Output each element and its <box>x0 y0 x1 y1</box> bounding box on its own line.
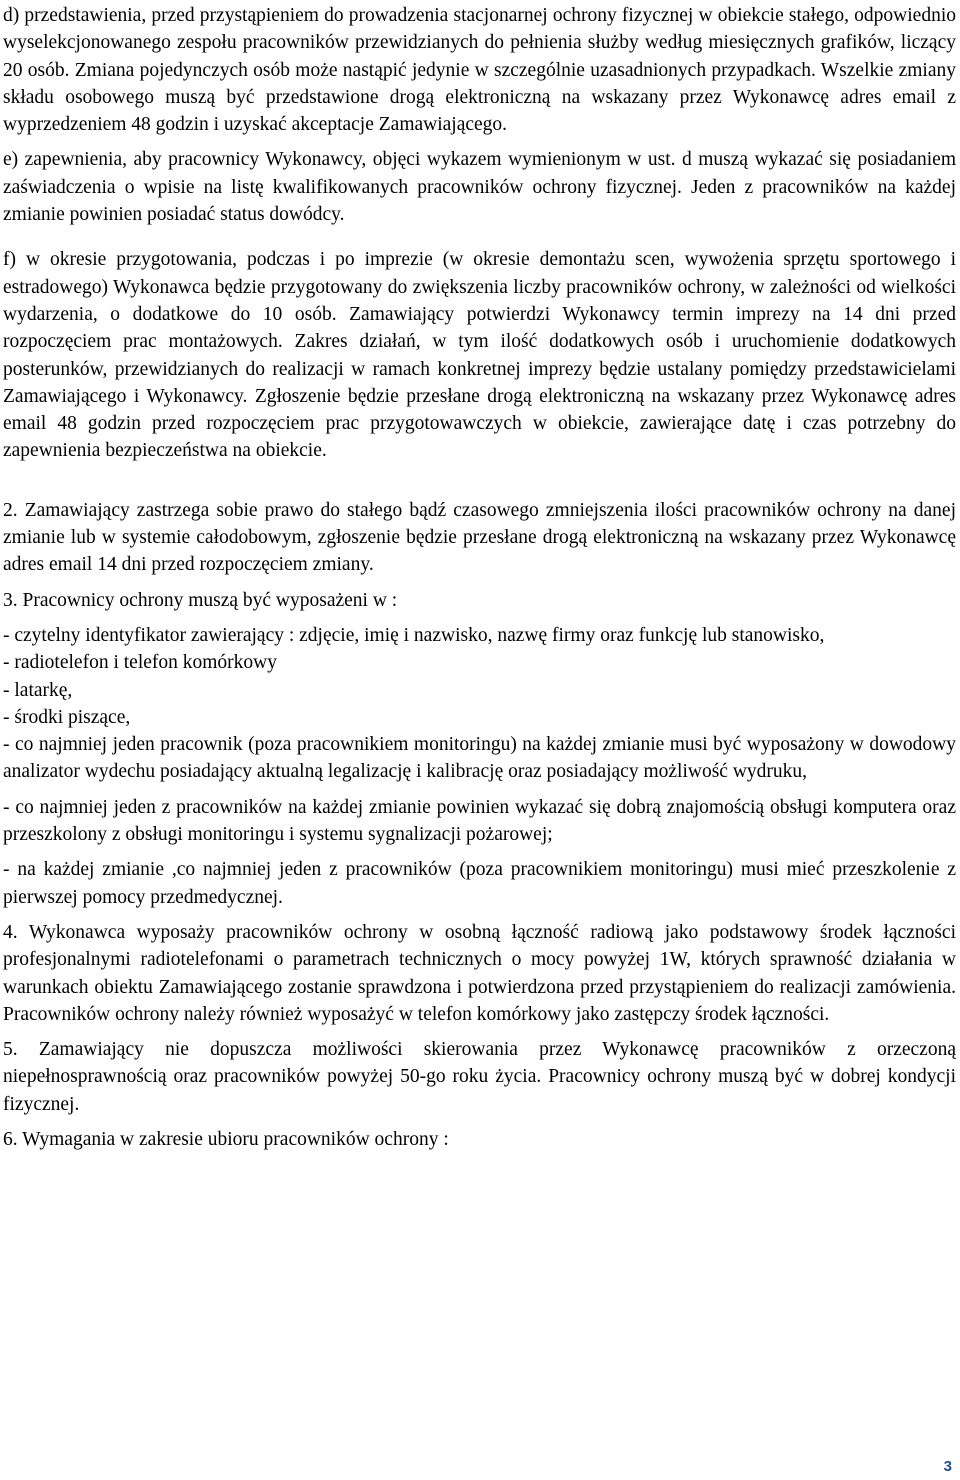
section-2: 2. Zamawiający zastrzega sobie prawo do stałego bądź czasowego zmniejszenia ilości pracowników ochrony na danej zmianie lub w systemie całodobowym, zgłoszenie będzie przesłane drogą elektroniczną na wskazany przez Wykonawcę adres email 14 dni przed rozpoczęciem zmiany. <box>3 499 956 576</box>
section-6-heading: 6. Wymagania w zakresie ubioru pracowników ochrony : <box>3 1128 449 1150</box>
document-body <box>3 2 956 1153</box>
paragraph-e: e) zapewnienia, aby pracownicy Wykonawcy, objęci wykazem wymienionym w ust. d muszą wykazać się posiadaniem zaświadczenia o wpisie na listę kwalifikowanych pracowników ochrony fizycznej. Jeden z pracowników na każdej zmianie powinien posiadać status dowódcy. <box>3 149 956 226</box>
page-number: 3 <box>943 1458 952 1475</box>
equipment-item-identifier: - czytelny identyfikator zawierający : zdjęcie, imię i nazwisko, nazwę firmy oraz funkcję lub stanowisko, <box>3 624 825 646</box>
equipment-item-radio: - radiotelefon i telefon komórkowy <box>3 652 277 674</box>
section-4: 4. Wykonawca wyposaży pracowników ochrony w osobną łączność radiową jako podstawowy środek łączności profesjonalnymi radiotelefonami o parametrach technicznych o mocy powyżej 1W, których sprawność działania w warunkach obiektu Zamawiającego zostanie sprawdzona i potwierdzona przed przystąpieniem do realizacji zamówienia. Pracowników ochrony należy również wyposażyć w telefon komórkowy jako zastępczy środek łączności. <box>3 921 956 1025</box>
equipment-item-computer-skills: - co najmniej jeden z pracowników na każdej zmianie powinien wykazać się dobrą znajomością obsługi komputera oraz przeszkolony z obsługi monitoringu i systemu sygnalizacji pożarowej; <box>3 796 956 846</box>
paragraph-d: d) przedstawienia, przed przystąpieniem do prowadzenia stacjonarnej ochrony fizycznej w obiekcie stałego, odpowiednio wyselekcjonowanego zespołu pracowników przewidzianych do pełnienia służby według miesięcznych grafików, liczący 20 osób. Zmiana pojedynczych osób może nastąpić jedynie w szczególnie uzasadnionych przypadkach. Wszelkie zmiany składu osobowego muszą być przedstawione drogą elektroniczną na wskazany przez Wykonawcę adres email z wyprzedzeniem 48 godzin i uzyskać akceptacje Zamawiającego. <box>3 5 956 136</box>
paragraph-f: f) w okresie przygotowania, podczas i po imprezie (w okresie demontażu scen, wywożenia sprzętu sportowego i estradowego) Wykonawca będzie przygotowany do zwiększenia liczby pracowników ochrony, w zależności od wielkości wydarzenia, o dodatkowe do 10 osób. Zamawiający potwierdzi Wykonawcy termin imprezy na 14 dni przed rozpoczęciem prac montażowych. Zakres działań, w tym ilość dodatkowych osób i uruchomienie dodatkowych posterunków, przewidzianych do realizacji w ramach konkretnej imprezy będzie ustalany pomiędzy przedstawicielami Zamawiającego i Wykonawcy. Zgłoszenie będzie przesłane drogą elektroniczną na wskazany przez Wykonawcę adres email 48 godzin przed rozpoczęciem prac przygotowawczych w obiekcie, zawierające datę i czas potrzebny do zapewnienia bezpieczeństwa na obiekcie. <box>3 249 956 462</box>
equipment-item-pens: - środki piszące, <box>3 706 131 728</box>
equipment-item-first-aid: - na każdej zmianie ,co najmniej jeden z pracowników (poza pracownikiem monitoringu) musi mieć przeszkolenie z pierwszej pomocy przedmedycznej. <box>3 859 956 908</box>
equipment-item-breathalyzer: - co najmniej jeden pracownik (poza pracownikiem monitoringu) na każdej zmianie musi być wyposażony w dowodowy analizator wydechu posiadający aktualną legalizację i kalibrację oraz posiadający możliwość wydruku, <box>3 734 956 783</box>
section-3-heading: 3. Pracownicy ochrony muszą być wyposażeni w : <box>3 589 398 611</box>
section-5: 5. Zamawiający nie dopuszcza możliwości skierowania przez Wykonawcę pracowników z orzeczoną niepełnosprawnością oraz pracowników powyżej 50-go roku życia. Pracownicy ochrony muszą być w dobrej kondycji fizycznej. <box>3 1039 956 1115</box>
equipment-item-flashlight: - latarkę, <box>3 679 73 701</box>
